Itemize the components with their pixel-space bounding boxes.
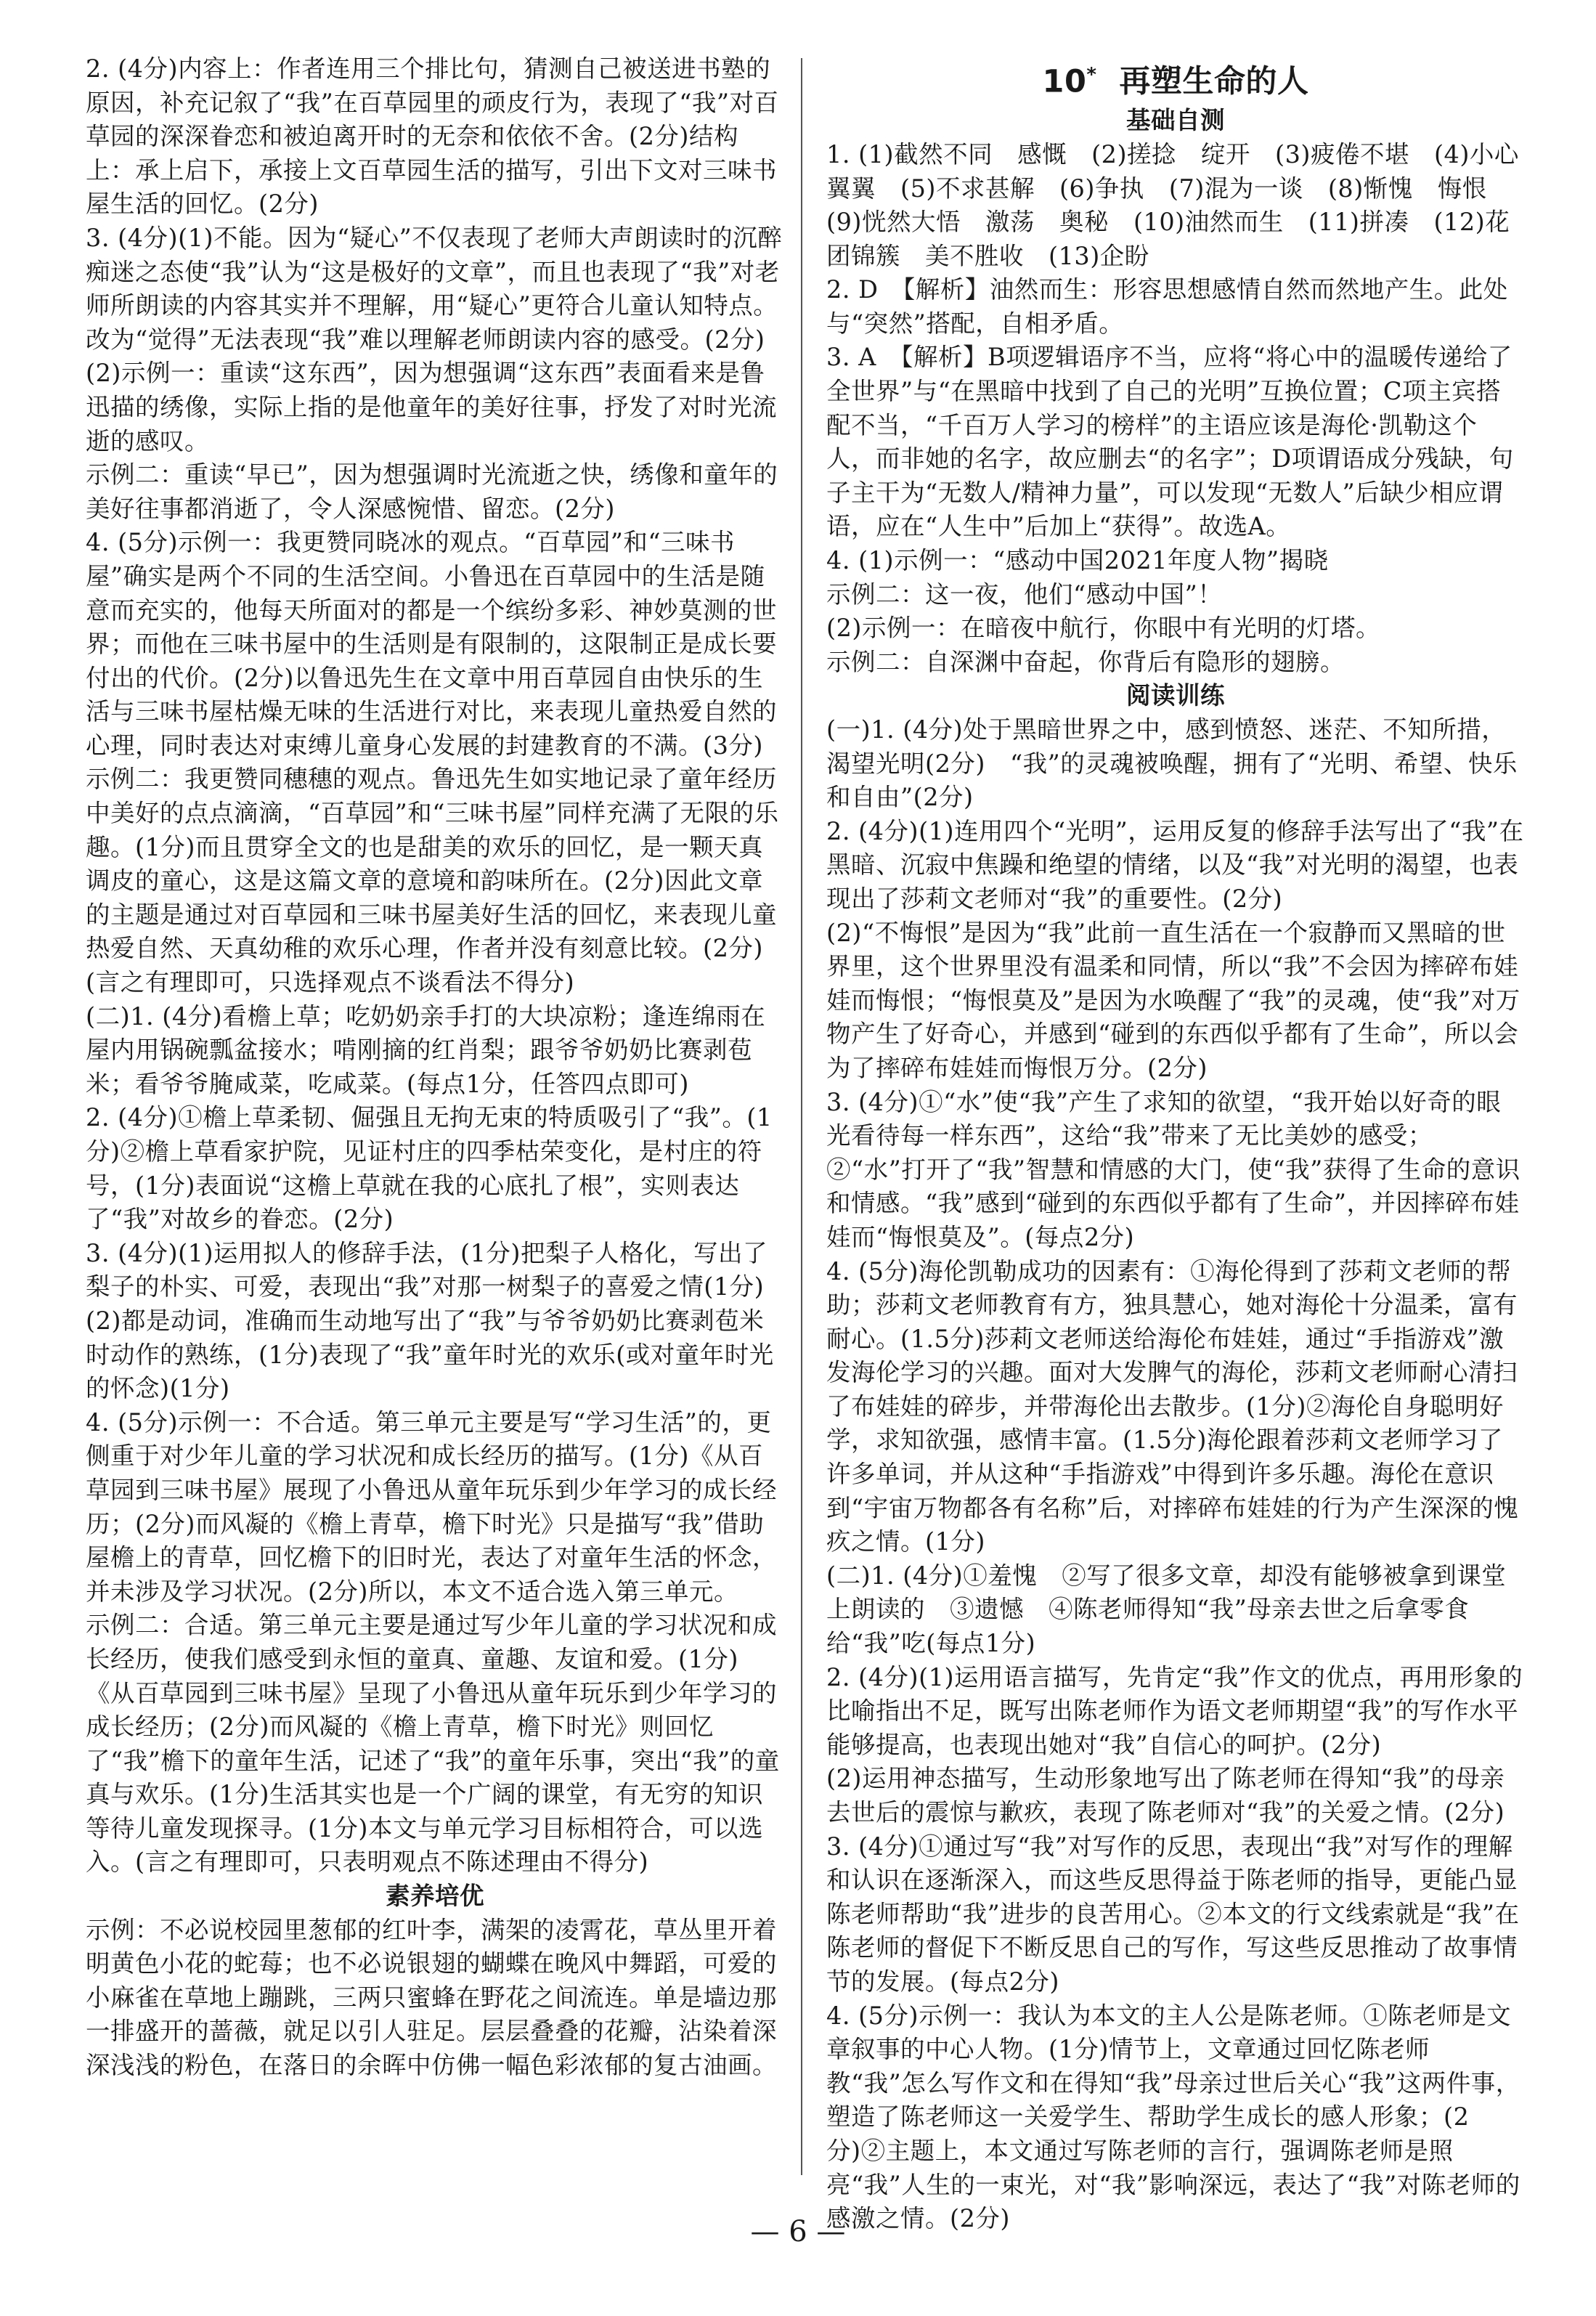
column-divider bbox=[801, 58, 802, 2175]
answer-3-2-example-2: 示例二：重读“早已”，因为想强调时光流逝之快，绣像和童年的美好往事都消逝了，令人深感惋惜、留恋。(2分) bbox=[86, 460, 778, 523]
suyang-example: 示例：不必说校园里葱郁的红叶李，满架的凌霄花，草丛里开着明黄色小花的蛇莓；也不必说银翅的蝴蝶在晚风中舞蹈，可爱的小麻雀在草地上蹦跳，三两只蜜蜂在野花之间流连。单是墙边那一排盛开的蔷薇，就足以引人驻足。层层叠叠的花瓣，沾染着深深浅浅的粉色，在落日的余晖中仿佛一幅色彩浓郁的复古油画。 bbox=[86, 1915, 777, 2080]
lesson-title bbox=[826, 52, 1525, 104]
reading-part2-1: (二)1. (4分)①羞愧 ②写了很多文章，却没有能够被拿到课堂上朗读的 ③遗憾 ④陈老师得知“我”母亲去世之后拿零食给“我”吃(每点1分) bbox=[826, 1561, 1507, 1658]
reading-part2-2-1: 2. (4分)(1)运用语言描写，先肯定“我”作文的优点，再用形象的比喻指出不足，既写出陈老师作为语文老师期望“我”的写作水平能够提高，也表现出她对“我”自信心的呵护。(2分) bbox=[826, 1662, 1523, 1759]
basic-answer-4-1: 4. (1)示例一：“感动中国2021年度人物”揭晓 bbox=[826, 546, 1329, 575]
answer-part2-1: (二)1. (4分)看檐上草；吃奶奶亲手打的大块凉粉；逢连绵雨在屋内用锅碗瓢盆接水；啃刚摘的红肖梨；跟爷爷奶奶比赛剥苞米；看爷爷腌咸菜，吃咸菜。(每点1分，任答四点即可) bbox=[86, 1001, 766, 1098]
basic-answer-3: 3. A 【解析】B项逻辑语序不当，应将“将心中的温暖传递给了全世界”与“在黑暗中找到了自己的光明”互换位置；C项主宾搭配不当，“千百万人学习的榜样”的主语应该是海伦·凯勒这个人，而非她的名字，故应删去“的名字”；D项谓语成分残缺，句子主干为“无数人/精神力量”，可以发现“无数人”后缺少相应谓语，应在“人生中”后加上“获得”。故选A。 bbox=[826, 343, 1514, 541]
section-heading-suyang: 素养培优 bbox=[386, 1882, 484, 1911]
answer-part2-3-2: (2)都是动词，准确而生动地写出了“我”与爷爷奶奶比赛剥苞米时动作的熟练，(1分)表现了“我”童年时光的欢乐(或对童年时光的怀念)(1分) bbox=[86, 1306, 774, 1403]
section-heading-jichu: 基础自测 bbox=[1126, 106, 1225, 135]
lesson-star: * bbox=[1086, 64, 1097, 86]
reading-answer-3: 3. (4分)①“水”使“我”产生了求知的欲望，“我开始以好奇的眼光看待每一样东西”，这给“我”带来了无比美妙的感受；②“水”打开了“我”智慧和情感的大门，使“我”获得了生命的意识和情感。“我”感到“碰到的东西似乎都有了生命”，并因摔碎布娃娃而“悔恨莫及”。(每点2分) bbox=[826, 1087, 1520, 1251]
answer-part2-3-1: 3. (4分)(1)运用拟人的修辞手法，(1分)把梨子人格化，写出了梨子的朴实、可爱，表现出“我”对那一树梨子的喜爱之情(1分) bbox=[86, 1238, 768, 1301]
answer-part2-4-example-1: 4. (5分)示例一：不合适。第三单元主要是写“学习生活”的，更侧重于对少年儿童的学习状况和成长经历的描写。(1分)《从百草园到三味书屋》展现了小鲁迅从童年玩乐到少年学习的成长经历；(2分)而风凝的《檐上青草，檐下时光》只是描写“我”借助屋檐上的青草，回忆檐下的旧时光，表达了对童年生活的怀念，并未涉及学习状况。(2分)所以，本文不适合选入第三单元。 bbox=[86, 1407, 777, 1606]
reading-part2-4: 4. (5分)示例一：我认为本文的主人公是陈老师。①陈老师是文章叙事的中心人物。(1分)情节上，文章通过回忆陈老师教“我”怎么写作文和在得知“我”母亲过世后关心“我”这两件事，塑造了陈老师这一关爱学生、帮助学生成长的感人形象；(2分)②主题上，本文通过写陈老师的言行，强调陈老师是照亮“我”人生的一束光，对“我”影响深远，表达了“我”对陈老师的感激之情。(2分) bbox=[826, 2001, 1520, 2233]
reading-answer-1: (一)1. (4分)处于黑暗世界之中，感到愤怒、迷茫、不知所措，渴望光明(2分) “我”的灵魂被唤醒，拥有了“光明、希望、快乐和自由”(2分) bbox=[826, 715, 1518, 812]
reading-answer-4: 4. (5分)海伦凯勒成功的因素有：①海伦得到了莎莉文老师的帮助；莎莉文老师教育有方，独具慧心，她对海伦十分温柔，富有耐心。(1.5分)莎莉文老师送给海伦布娃娃，通过“手指游戏”激发海伦学习的兴趣。面对大发脾气的海伦，莎莉文老师耐心清扫了布娃娃的碎步，并带海伦出去散步。(1分)②海伦自身聪明好学，求知欲强，感情丰富。(1.5分)海伦跟着莎莉文老师学习了许多单词，并从这种“手指游戏”中得到许多乐趣。海伦在意识到“宇宙万物都各有名称”后，对摔碎布娃娃的行为产生深深的愧疚之情。(1分) bbox=[826, 1256, 1519, 1556]
basic-answer-2: 2. D 【解析】油然而生：形容思想感情自然而然地产生。此处与“突然”搭配，自相矛盾。 bbox=[826, 275, 1508, 338]
answer-3-left: 3. (4分)(1)不能。因为“疑心”不仅表现了老师大声朗读时的沉醉痴迷之态使“我”认为“这是极好的文章”，而且也表现了“我”对老师所朗读的内容其实并不理解，用“疑心”更符合儿童认知特点。改为“觉得”无法表现“我”难以理解老师朗读内容的感受。(2分) bbox=[86, 223, 783, 354]
reading-answer-2-1: 2. (4分)(1)连用四个“光明”，运用反复的修辞手法写出了“我”在黑暗、沉寂中焦躁和绝望的情绪，以及“我”对光明的渴望，也表现出了莎莉文老师对“我”的重要性。(2分) bbox=[826, 816, 1524, 913]
answer-3-2-example-1: (2)示例一：重读“这东西”，因为想强调“这东西”表面看来是鲁迅描的绣像，实际上指的是他童年的美好往事，抒发了对时光流逝的感叹。 bbox=[86, 359, 777, 455]
lesson-number: 10 bbox=[1042, 63, 1087, 100]
reading-part2-3: 3. (4分)①通过写“我”对写作的反思，表现出“我”对写作的理解和认识在逐渐深入，而这些反思得益于陈老师的指导，更能凸显陈老师帮助“我”进步的良苦用心。②本文的行文线索就是“我”在陈老师的督促下不断反思自己的写作，写这些反思推动了故事情节的发展。(每点2分) bbox=[826, 1832, 1520, 1996]
answer-2-left: 2. (4分)内容上：作者连用三个排比句，猜测自己被送进书塾的原因，补充记叙了“我”在百草园里的顽皮行为，表现了“我”对百草园的深深眷恋和被迫离开时的无奈和依依不舍。(2分)结构上：承上启下，承接上文百草园生活的描写，引出下文对三味书屋生活的回忆。(2分) bbox=[86, 54, 779, 219]
lesson-title-text: 再塑生命的人 bbox=[1119, 63, 1309, 100]
reading-part2-2-2: (2)运用神态描写，生动形象地写出了陈老师在得知“我”的母亲去世后的震惊与歉疚，表现了陈老师对“我”的关爱之情。(2分) bbox=[826, 1764, 1505, 1827]
answer-part2-4-example-2: 示例二：合适。第三单元主要是通过写少年儿童的学习状况和成长经历，使我们感受到永恒的童真、童趣、友谊和爱。(1分)《从百草园到三味书屋》呈现了小鲁迅从童年玩乐到少年学习的成长经历；(2分)而风凝的《檐上青草，檐下时光》则回忆了“我”檐下的童年生活，记述了“我”的童年乐事，突出“我”的童真与欢乐。(1分)生活其实也是一个广阔的课堂，有无穷的知识等待儿童发现探寻。(1分)本文与单元学习目标相符合，可以选入。(言之有理即可，只表明观点不陈述理由不得分) bbox=[86, 1611, 780, 1877]
left-column bbox=[86, 52, 784, 2083]
reading-answer-2-2: (2)“不悔恨”是因为“我”此前一直生活在一个寂静而又黑暗的世界里，这个世界里没有温柔和同情，所以“我”不会因为摔碎布娃娃而悔恨；“悔恨莫及”是因为水唤醒了“我”的灵魂，使“我”对万物产生了好奇心，并感到“碰到的东西似乎都有了生命”，所以会为了摔碎布娃娃而悔恨万分。(2分) bbox=[826, 918, 1520, 1082]
answer-4-example-1: 4. (5分)示例一：我更赞同晓冰的观点。“百草园”和“三味书屋”确实是两个不同的生活空间。小鲁迅在百草园中的生活是随意而充实的，他每天所面对的都是一个缤纷多彩、神妙莫测的世界；而他在三味书屋中的生活则是有限制的，这限制正是成长要付出的代价。(2分)以鲁迅先生在文章中用百草园自由快乐的生活与三味书屋枯燥无味的生活进行对比，来表现儿童热爱自然的心理，同时表达对束缚儿童身心发展的封建教育的不满。(3分) bbox=[86, 528, 777, 760]
answer-4-example-2: 示例二：我更赞同穗穗的观点。鲁迅先生如实地记录了童年经历中美好的点点滴滴，“百草园”和“三味书屋”同样充满了无限的乐趣。(1分)而且贯穿全文的也是甜美的欢乐的回忆，是一颗天真调皮的童心，这是这篇文章的意境和韵味所在。(2分)因此文章的主题是通过对百草园和三味书屋美好生活的回忆，来表现儿童热爱自然、天真幼稚的欢乐心理，作者并没有刻意比较。(2分)(言之有理即可，只选择观点不谈看法不得分) bbox=[86, 765, 779, 997]
basic-answer-4-1b: 示例二：这一夜，他们“感动中国”！ bbox=[826, 580, 1223, 609]
basic-answer-1: 1. (1)截然不同 感慨 (2)搓捻 绽开 (3)疲倦不堪 (4)小心翼翼 (5)不求甚解 (6)争执 (7)混为一谈 (8)惭愧 悔恨 (9)恍然大悟 激荡 奥秘 (10)油然而生 (11)拼凑 (12)花团锦簇 美不胜收 (13)企盼 bbox=[826, 139, 1519, 270]
answer-part2-2: 2. (4分)①檐上草柔韧、倔强且无拘无束的特质吸引了“我”。(1分)②檐上草看家护院，见证村庄的四季枯荣变化，是村庄的符号，(1分)表面说“这檐上草就在我的心底扎了根”，实则表达了“我”对故乡的眷恋。(2分) bbox=[86, 1103, 773, 1234]
basic-answer-4-2b: 示例二：自深渊中奋起，你背后有隐形的翅膀。 bbox=[826, 647, 1345, 676]
section-heading-yuedu: 阅读训练 bbox=[1126, 681, 1225, 710]
page-number: — 6 — bbox=[750, 2215, 846, 2248]
basic-answer-4-2: (2)示例一：在暗夜中航行，你眼中有光明的灯塔。 bbox=[826, 614, 1380, 643]
right-column bbox=[826, 52, 1525, 2236]
